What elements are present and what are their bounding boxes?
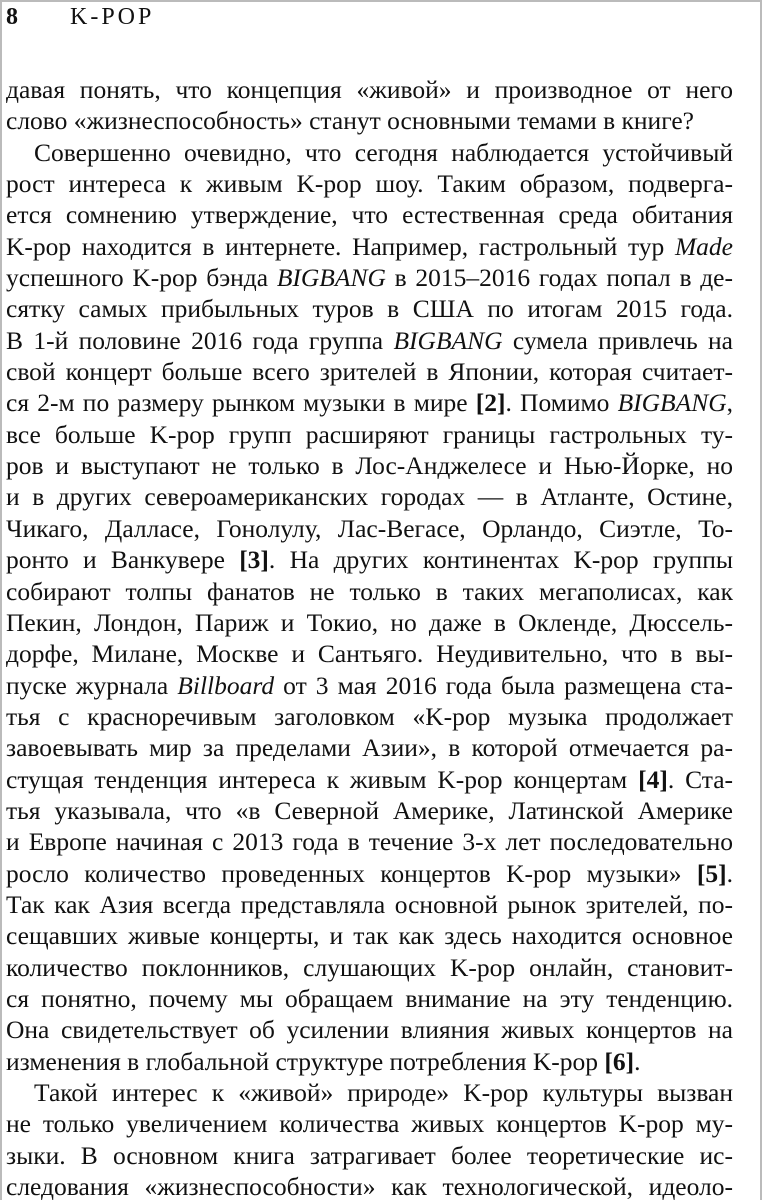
text-segment: количество поклонников, слушающих K-pop онлайн, становит- [6,952,733,982]
text-segment: K-pop находится в интернете. Например, гастрольный тур [6,231,675,261]
running-header [6,4,155,31]
text-segment: собирают толпы фанатов не только в таких мегаполисах, как [6,576,733,606]
text-segment: не только увеличением количества живых концертов K-pop му- [6,1109,733,1139]
text-segment: тья с красноречивым заголовком «K-pop музыка продолжает [6,701,733,731]
text-line [6,764,733,795]
text-line [6,387,733,418]
text-segment: . Помимо [505,388,618,418]
text-line [6,1046,733,1077]
text-line [6,826,733,857]
text-line [6,983,733,1014]
text-line [6,137,733,168]
italic-text: BIGBANG [276,263,386,293]
text-segment: зыки. В основном книга затрагивает более теоретические ис- [6,1140,733,1170]
text-segment: свой концерт больше всего зрителей в Японии, которая считает- [6,357,733,387]
text-line [6,74,733,105]
text-line [6,732,733,763]
text-line [6,293,733,324]
text-segment: слово «жизнеспособность» станут основными темами в книге? [6,106,694,136]
text-line [6,544,733,575]
text-line [6,1014,733,1045]
text-line [6,670,733,701]
text-line [6,481,733,512]
text-segment: сумела привлечь на [502,325,734,355]
page-number: 8 [6,4,18,30]
text-line [6,576,733,607]
body-text [6,74,733,1202]
text-segment: ронто и Ванкувере [6,545,240,575]
text-segment: и в других североамериканских городах — в Атланте, Остине, [6,482,733,512]
text-segment: Чикаго, Далласе, Гонолулу, Лас-Вегасе, Орландо, Сиэтле, То- [6,513,733,543]
citation-ref: [6] [604,1046,635,1076]
italic-text: Made [674,231,733,261]
text-line [6,920,733,951]
text-line [6,607,733,638]
text-segment: в 2015–2016 годах попал в де- [385,263,733,293]
citation-ref: [5] [696,858,727,888]
citation-ref: [4] [638,764,668,794]
text-segment: следования «жизнеспособности» как технологической, идеоло- [6,1172,733,1202]
text-segment: и Европе начиная с 2013 года в течение 3-х лет последовательно [6,827,733,857]
text-line [6,231,733,262]
text-segment: Она свидетельствует об усилении влияния живых концертов на [6,1015,733,1045]
text-segment: все больше K-pop групп расширяют границы гастрольных ту- [6,419,733,449]
text-segment: Такой интерес к «живой» природе» K-pop культуры вызван [34,1078,733,1107]
text-segment: завоевывать мир за пределами Азии», в которой отмечается ра- [6,733,733,763]
text-line [6,199,733,230]
text-line [6,356,733,387]
text-line [6,638,733,669]
text-line [6,450,733,481]
text-segment: пуске журнала [6,670,178,700]
text-segment: Совершенно очевидно, что сегодня наблюдается устойчивый [34,137,733,167]
text-segment: Пекин, Лондон, Париж и Токио, но даже в Окленде, Дюссель- [6,607,733,637]
italic-text: Billboard [177,670,275,700]
citation-ref: [3] [239,545,269,575]
text-line [6,1108,733,1139]
text-segment: ся понятно, почему мы обращаем внимание на эту тенденцию. [6,983,733,1013]
text-line [6,889,733,920]
text-segment: рост интереса к живым K-pop шоу. Таким образом, подверга- [6,169,733,199]
text-line [6,105,733,136]
text-segment: . Ста- [667,764,734,794]
citation-ref: [2] [475,388,506,418]
text-segment: изменения в глобальной структуре потребления K-pop [6,1046,605,1076]
text-line [6,325,733,356]
text-segment: успешного K-pop бэнда [6,263,277,293]
text-segment: ется сомнению утверждение, что естественная среда обитания [6,200,733,230]
text-line [6,513,733,544]
text-line [6,262,733,293]
text-line [6,795,733,826]
text-line [6,168,733,199]
italic-text: BIGBANG [393,325,503,355]
text-line [6,1140,733,1171]
text-line [6,1171,733,1202]
text-segment: В 1-й половине 2016 года группа [6,325,394,355]
italic-text: BIGBANG [617,388,727,418]
text-line [6,858,733,889]
text-segment: дорфе, Милане, Москве и Сантьяго. Неудивительно, что в вы- [6,639,733,669]
text-segment: сятку самых прибыльных туров в США по итогам 2015 года. [6,294,733,324]
text-segment: . [726,858,733,888]
text-segment: ров и выступают не только в Лос-Анджелесе и Нью-Йорке, но [6,451,733,481]
text-segment: ся 2-м по размеру рынком музыки в мире [6,388,476,418]
text-segment: от 3 мая 2016 года была размещена ста- [274,670,733,700]
text-line [6,419,733,450]
text-segment: , [726,388,733,418]
text-line [6,1077,733,1108]
running-title: K-POP [70,4,155,30]
text-segment: стущая тенденция интереса к живым K-pop концертам [6,764,639,794]
text-segment: . [634,1046,641,1076]
text-segment: давая понять, что концепция «живой» и производное от него [6,75,733,104]
text-segment: росло количество проведенных концертов K-pop музыки» [6,858,697,888]
text-segment: тья указывала, что «в Северной Америке, Латинской Америке [6,795,733,825]
text-segment: . На других континентах K-pop группы [268,545,733,575]
text-segment: Так как Азия всегда представляла основной рынок зрителей, по- [6,889,733,919]
text-line [6,952,733,983]
text-line [6,701,733,732]
text-segment: сещавших живые концерты, и так как здесь находится основное [6,921,733,951]
